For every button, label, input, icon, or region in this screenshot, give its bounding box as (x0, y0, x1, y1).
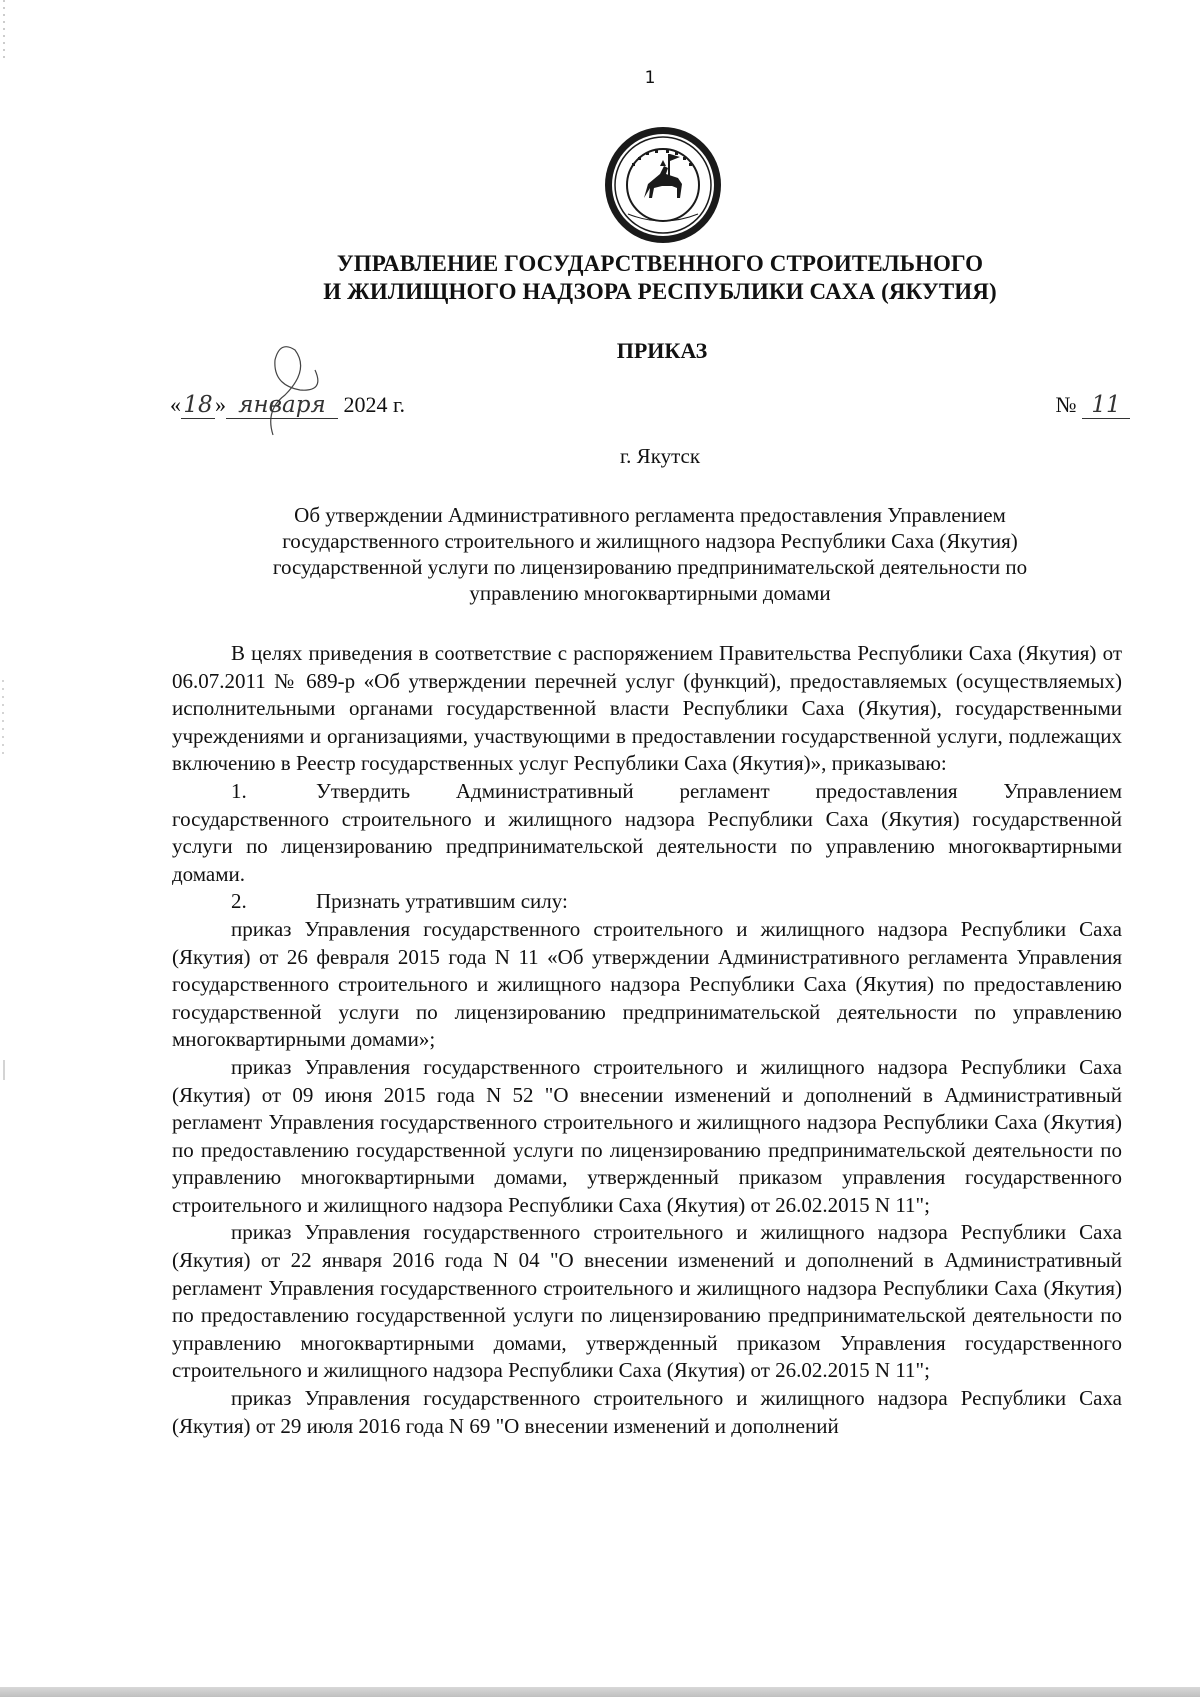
agency-title (240, 250, 1080, 306)
order-number (1056, 392, 1131, 419)
subject-line-3: государственной услуги по лицензированию предпринимательской деятельности по (272, 555, 1028, 579)
item-1 (172, 778, 1122, 888)
repeal-paragraph-4: приказ Управления государственного строительного и жилищного надзора Республики Саха (Якутия) от 29 июля 2016 года N 69 "О внесении изменений и дополнений (172, 1386, 1122, 1438)
number-prefix: № (1055, 392, 1077, 417)
item-2 (172, 888, 1122, 916)
agency-title-line-2: И ЖИЛИЩНОГО НАДЗОРА РЕСПУБЛИКИ САХА (ЯКУТИЯ) (323, 279, 997, 304)
coat-of-arms-icon (602, 124, 724, 246)
order-subject (200, 502, 1100, 606)
city: г. Якутск (619, 444, 701, 468)
order-body (172, 640, 1122, 1440)
date-year: 2024 г. (343, 392, 406, 417)
date-open-quote: « (170, 392, 181, 417)
item-2-text: Признать утратившим силу: (316, 889, 568, 914)
item-1-text: Утвердить Административный регламент предоставления Управлением государственного строительного и жилищного надзора Республики Саха (Якутия) государственной услуги по лицензированию предпринимательской деятельности по управлению многоквартирными домами. (172, 778, 1122, 886)
page-number: 1 (644, 68, 656, 88)
date-month: января (226, 392, 338, 419)
date-day: 18 (181, 392, 215, 419)
preamble-paragraph: В целях приведения в соответствие с распоряжением Правительства Республики Саха (Якутия) от 06.07.2011 № 689-р «Об утверждении перечней услуг (функций), предоставляемых (осуществляемых) исполнительными органами государственной власти Республики Саха (Якутия), государственными учреждениями и организациями, участвующими в предоставлении государственной услуги, подлежащих включению в Реестр государственных услуг Республики Саха (Якутия)», приказываю: (172, 641, 1122, 776)
number-value: 11 (1082, 392, 1130, 419)
scan-bottom-edge (0, 1687, 1200, 1697)
date-close-quote: » (215, 392, 226, 417)
repeal-paragraph-2: приказ Управления государственного строительного и жилищного надзора Республики Саха (Якутия) от 09 июня 2015 года N 52 "О внесении изменений и дополнений в Административный регламент Управления государственного строительного и жилищного надзора Республики Саха (Якутия) по предоставлению государственной услуги по лицензированию предпринимательской деятельности по управлению многоквартирными домами, утвержденный приказом управления государственного строительного и жилищного надзора Республики Саха (Якутия) от 26.02.2015 N 11"; (172, 1054, 1122, 1217)
order-date (170, 392, 405, 419)
repeal-paragraph-1: приказ Управления государственного строительного и жилищного надзора Республики Саха (Якутия) от 26 февраля 2015 года N 11 «Об утверждении Административного регламента Управления государственного строительного и жилищного надзора Республики Саха (Якутия) по предоставлению государственной услуги по лицензированию предпринимательской деятельности по управлению многоквартирными домами»; (172, 916, 1122, 1052)
scan-edge-marks (0, 0, 20, 1697)
subject-line-2: государственного строительного и жилищного надзора Республики Саха (Якутия) (282, 529, 1018, 553)
document-type: ПРИКАЗ (616, 338, 708, 363)
subject-line-1: Об утверждении Административного регламента предоставления Управлением (294, 503, 1006, 527)
date-and-number-row (170, 380, 1130, 440)
subject-line-4: управлению многоквартирными домами (469, 581, 831, 605)
repeal-paragraph-3: приказ Управления государственного строительного и жилищного надзора Республики Саха (Якутия) от 22 января 2016 года N 04 "О внесении изменений и дополнений в Административный регламент Управления государственного строительного и жилищного надзора Республики Саха (Якутия) по предоставлению государственной услуги по лицензированию предпринимательской деятельности по управлению многоквартирными домами, утвержденный приказом Управления государственного строительного и жилищного надзора Республики Саха (Якутия) от 26.02.2015 N 11"; (172, 1220, 1122, 1383)
item-1-number: 1. (231, 778, 247, 803)
agency-title-line-1: УПРАВЛЕНИЕ ГОСУДАРСТВЕННОГО СТРОИТЕЛЬНОГО (336, 251, 984, 276)
item-2-number: 2. (231, 889, 247, 914)
